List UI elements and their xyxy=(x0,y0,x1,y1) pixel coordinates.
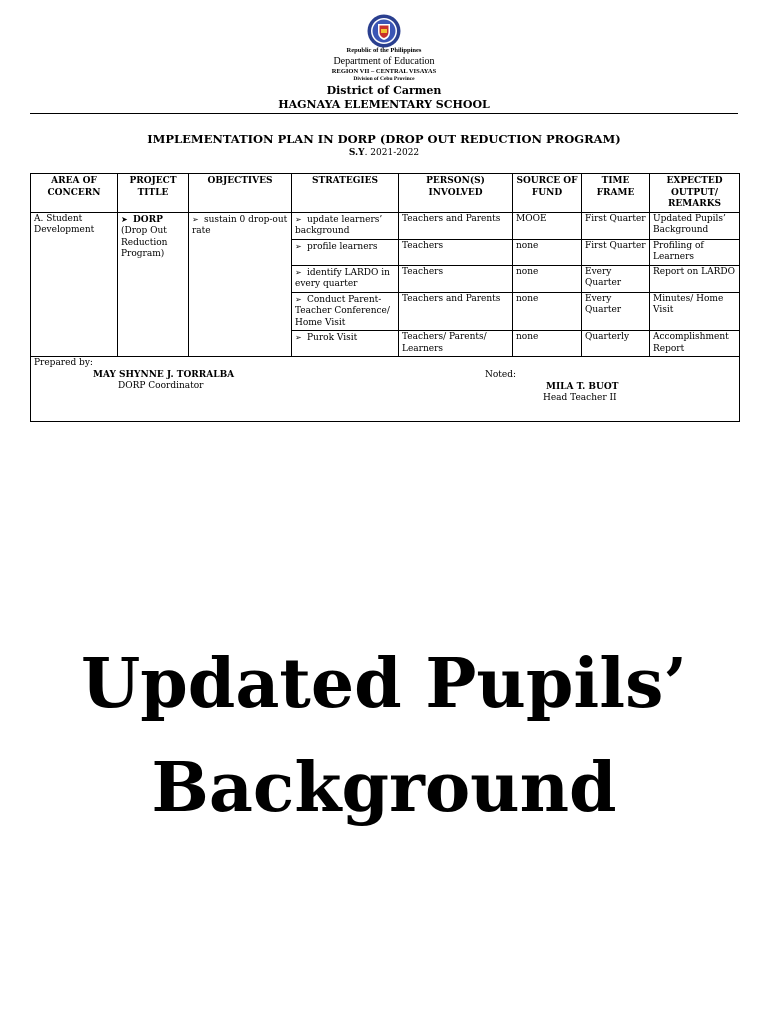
arrowhead-bullet-icon: ➢ xyxy=(295,294,302,304)
arrowhead-bullet-icon: ➢ xyxy=(295,333,302,342)
fund-cell: MOOE xyxy=(513,212,582,239)
header-department: Department of Education xyxy=(333,56,435,67)
col-expected-output: EXPECTED OUTPUT/ REMARKS xyxy=(650,174,740,213)
table-header-row xyxy=(31,174,740,213)
noted-label: Noted: xyxy=(485,370,517,380)
implementation-plan-table xyxy=(30,173,740,422)
persons-cell: Teachers and Parents xyxy=(399,292,513,331)
output-cell: Minutes/ Home Visit xyxy=(650,292,740,331)
prepared-by-name: MAY SHYNNE J. TORRALBA xyxy=(93,370,235,380)
prepared-by-label: Prepared by: xyxy=(34,358,93,368)
arrowhead-bullet-icon: ➢ xyxy=(295,267,302,277)
persons-cell: Teachers xyxy=(399,239,513,265)
output-cell: Updated Pupils’ Background xyxy=(650,212,740,239)
arrowhead-bullet-icon: ➢ xyxy=(295,214,302,224)
noted-role: Head Teacher II xyxy=(543,393,617,403)
header-division: Division of Cebu Province xyxy=(353,76,415,82)
output-cell: Report on LARDO xyxy=(650,265,740,292)
strategy-text: Purok Visit xyxy=(307,333,358,343)
col-area-of-concern: AREA OF CONCERN xyxy=(31,174,118,213)
strategy-cell xyxy=(292,331,399,357)
project-title-cell xyxy=(118,212,189,357)
col-objectives: OBJECTIVES xyxy=(189,174,292,213)
arrowhead-bullet-icon: ➢ xyxy=(295,241,302,251)
project-title-bold: DORP xyxy=(133,214,163,225)
signature-row xyxy=(31,357,740,422)
time-cell: Quarterly xyxy=(582,331,650,357)
col-time-frame: TIME FRAME xyxy=(582,174,650,213)
col-strategies: STRATEGIES xyxy=(292,174,399,213)
header-school: HAGNAYA ELEMENTARY SCHOOL xyxy=(278,98,490,111)
col-persons-involved: PERSON(S) INVOLVED xyxy=(399,174,513,213)
header-republic: Republic of the Philippines xyxy=(346,47,422,54)
arrowhead-bullet-icon: ➤ xyxy=(121,214,128,224)
time-cell: First Quarter xyxy=(582,239,650,265)
objective-text: sustain 0 drop-out rate xyxy=(192,214,288,236)
arrowhead-bullet-icon: ➢ xyxy=(192,214,199,224)
persons-cell: Teachers and Parents xyxy=(399,212,513,239)
strategy-cell xyxy=(292,265,399,292)
objectives-cell xyxy=(189,212,292,357)
persons-cell: Teachers xyxy=(399,265,513,292)
header-region: REGION VII – CENTRAL VISAYAS xyxy=(331,68,437,75)
fund-cell: none xyxy=(513,292,582,331)
fund-cell: none xyxy=(513,239,582,265)
time-cell: Every Quarter xyxy=(582,292,650,331)
school-year-value: . 2021-2022 xyxy=(364,148,420,158)
strategy-text: profile learners xyxy=(307,241,378,252)
signature-cell xyxy=(31,357,740,422)
area-of-concern-text: A. Student Development xyxy=(34,213,95,235)
output-cell: Profiling of Learners xyxy=(650,239,740,265)
project-title-rest: (Drop Out Reduction Program) xyxy=(121,226,168,259)
time-cell: Every Quarter xyxy=(582,265,650,292)
persons-cell: Teachers/ Parents/ Learners xyxy=(399,331,513,357)
strategy-cell xyxy=(292,239,399,265)
school-year-label: S.Y xyxy=(348,148,365,158)
banner-line-2: Background xyxy=(151,748,617,828)
strategy-text: Conduct Parent-Teacher Conference/ Home Visit xyxy=(295,294,390,328)
school-year xyxy=(0,148,768,158)
noted-name: MILA T. BUOT xyxy=(546,382,619,392)
header-divider xyxy=(30,113,738,114)
banner-line-1: Updated Pupils’ xyxy=(80,644,688,724)
document-title: IMPLEMENTATION PLAN IN DORP (DROP OUT REDUCTION PROGRAM) xyxy=(147,132,621,146)
output-cell: Accomplishment Report xyxy=(650,331,740,357)
time-cell: First Quarter xyxy=(582,212,650,239)
col-project-title: PROJECT TITLE xyxy=(118,174,189,213)
fund-cell: none xyxy=(513,331,582,357)
deped-seal-icon xyxy=(367,14,401,48)
table-row xyxy=(31,212,740,239)
fund-cell: none xyxy=(513,265,582,292)
strategy-cell xyxy=(292,292,399,331)
strategy-cell xyxy=(292,212,399,239)
strategy-text: identify LARDO in every quarter xyxy=(295,267,390,289)
strategy-text: update learners’ background xyxy=(295,214,383,236)
col-source-of-fund: SOURCE OF FUND xyxy=(513,174,582,213)
banner-heading xyxy=(0,632,768,840)
header-district: District of Carmen xyxy=(326,84,442,97)
prepared-by-role: DORP Coordinator xyxy=(118,381,204,391)
area-of-concern-cell xyxy=(31,212,118,357)
